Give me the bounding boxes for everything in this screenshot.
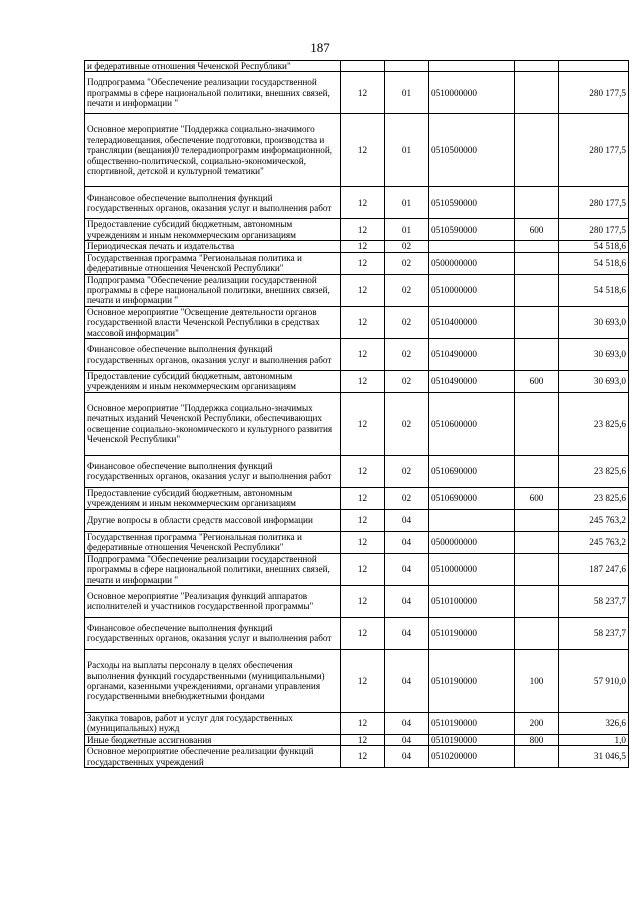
row-amount: 54 518,6 <box>559 274 629 306</box>
row-target-code: 0510490000 <box>429 339 515 371</box>
table-row <box>85 509 629 531</box>
row-subsection: 04 <box>385 509 429 531</box>
row-section: 12 <box>341 219 385 241</box>
row-section: 12 <box>341 339 385 371</box>
row-name: Периодическая печать и издательства <box>85 241 341 252</box>
table-row <box>85 241 629 252</box>
row-amount: 54 518,6 <box>559 252 629 274</box>
table-row <box>85 114 629 187</box>
table-row <box>85 339 629 371</box>
row-section: 12 <box>341 585 385 617</box>
row-name: Расходы на выплаты персоналу в целях обеспечения выполнения функций государственными (муниципальными) органами, казенными учреждениями, органами управления государственными внебюджетными фондами <box>85 649 341 712</box>
row-target-code: 0500000000 <box>429 531 515 553</box>
row-name: Предоставление субсидий бюджетным, автономным учреждениям и иным некоммерческим организациям <box>85 219 341 241</box>
row-expense-type: 600 <box>515 219 559 241</box>
row-section: 12 <box>341 746 385 768</box>
row-subsection: 02 <box>385 339 429 371</box>
row-name: Основное мероприятие "Освещение деятельности органов государственной власти Чеченской Республики в средствах массовой информации" <box>85 306 341 338</box>
row-expense-type <box>515 392 559 455</box>
row-amount: 58 237,7 <box>559 617 629 649</box>
row-subsection: 01 <box>385 114 429 187</box>
row-subsection: 04 <box>385 553 429 585</box>
table-row <box>85 617 629 649</box>
row-subsection: 02 <box>385 455 429 487</box>
row-amount: 23 825,6 <box>559 455 629 487</box>
row-section: 12 <box>341 252 385 274</box>
row-target-code: 0510590000 <box>429 219 515 241</box>
row-target-code: 0510500000 <box>429 114 515 187</box>
row-section: 12 <box>341 392 385 455</box>
row-target-code: 0510190000 <box>429 649 515 712</box>
table-row <box>85 72 629 114</box>
row-subsection: 01 <box>385 72 429 114</box>
row-target-code: 0510490000 <box>429 371 515 393</box>
row-subsection: 01 <box>385 219 429 241</box>
table-row <box>85 187 629 219</box>
row-amount: 57 910,0 <box>559 649 629 712</box>
row-name: Другие вопросы в области средств массовой информации <box>85 509 341 531</box>
row-target-code: 0510200000 <box>429 746 515 768</box>
row-name: Основное мероприятие обеспечение реализации функций государственных учреждений <box>85 746 341 768</box>
row-amount: 280 177,5 <box>559 219 629 241</box>
row-target-code: 0510190000 <box>429 712 515 734</box>
row-name: Предоставление субсидий бюджетным, автономным учреждениям и иным некоммерческим организациям <box>85 487 341 509</box>
row-amount: 187 247,6 <box>559 553 629 585</box>
row-expense-type <box>515 455 559 487</box>
row-subsection: 04 <box>385 734 429 745</box>
row-section: 12 <box>341 455 385 487</box>
table-row <box>85 219 629 241</box>
table-row <box>85 274 629 306</box>
row-amount: 245 763,2 <box>559 509 629 531</box>
row-subsection: 04 <box>385 712 429 734</box>
row-section: 12 <box>341 712 385 734</box>
row-section <box>341 61 385 72</box>
table-row <box>85 746 629 768</box>
row-expense-type <box>515 61 559 72</box>
row-expense-type <box>515 187 559 219</box>
row-expense-type <box>515 252 559 274</box>
row-subsection <box>385 61 429 72</box>
row-expense-type <box>515 114 559 187</box>
table-row <box>85 553 629 585</box>
table-row <box>85 712 629 734</box>
page-number: 187 <box>310 40 330 55</box>
row-target-code <box>429 241 515 252</box>
row-target-code: 0510000000 <box>429 72 515 114</box>
row-name: Финансовое обеспечение выполнения функций государственных органов, оказания услуг и выполнения работ <box>85 339 341 371</box>
row-section: 12 <box>341 553 385 585</box>
row-target-code: 0500000000 <box>429 252 515 274</box>
row-target-code: 0510000000 <box>429 553 515 585</box>
row-subsection: 01 <box>385 187 429 219</box>
row-amount <box>559 61 629 72</box>
row-amount: 58 237,7 <box>559 585 629 617</box>
row-expense-type <box>515 241 559 252</box>
row-section: 12 <box>341 72 385 114</box>
row-subsection: 04 <box>385 746 429 768</box>
row-target-code: 0510690000 <box>429 487 515 509</box>
table-row <box>85 252 629 274</box>
row-amount: 326,6 <box>559 712 629 734</box>
table-row <box>85 371 629 393</box>
row-name: Основное мероприятие "Реализация функций аппаратов исполнителей и участников государственной программы" <box>85 585 341 617</box>
row-amount: 280 177,5 <box>559 187 629 219</box>
row-target-code: 0510690000 <box>429 455 515 487</box>
row-target-code <box>429 509 515 531</box>
row-amount: 30 693,0 <box>559 371 629 393</box>
row-name: Финансовое обеспечение выполнения функций государственных органов, оказания услуг и выполнения работ <box>85 617 341 649</box>
row-amount: 1,0 <box>559 734 629 745</box>
row-amount: 54 518,6 <box>559 241 629 252</box>
row-expense-type <box>515 585 559 617</box>
row-subsection: 02 <box>385 241 429 252</box>
row-section: 12 <box>341 241 385 252</box>
row-expense-type <box>515 617 559 649</box>
row-target-code: 0510400000 <box>429 306 515 338</box>
row-expense-type: 100 <box>515 649 559 712</box>
row-name: Подпрограмма "Обеспечение реализации государственной программы в сфере национальной политики, внешних связей, печати и информации " <box>85 553 341 585</box>
row-expense-type <box>515 531 559 553</box>
row-subsection: 04 <box>385 585 429 617</box>
row-amount: 280 177,5 <box>559 114 629 187</box>
row-section: 12 <box>341 531 385 553</box>
row-subsection: 02 <box>385 274 429 306</box>
row-amount: 30 693,0 <box>559 306 629 338</box>
table-row <box>85 487 629 509</box>
row-expense-type <box>515 509 559 531</box>
row-target-code <box>429 61 515 72</box>
row-name: Государственная программа "Региональная политика и федеративные отношения Чеченской Республики" <box>85 531 341 553</box>
row-name: Иные бюджетные ассигнования <box>85 734 341 745</box>
row-expense-type: 600 <box>515 487 559 509</box>
row-target-code: 0510590000 <box>429 187 515 219</box>
row-target-code: 0510100000 <box>429 585 515 617</box>
table-row <box>85 585 629 617</box>
budget-table-body <box>85 61 629 768</box>
row-amount: 31 046,5 <box>559 746 629 768</box>
row-subsection: 02 <box>385 252 429 274</box>
row-subsection: 02 <box>385 371 429 393</box>
row-amount: 280 177,5 <box>559 72 629 114</box>
row-name: Финансовое обеспечение выполнения функций государственных органов, оказания услуг и выполнения работ <box>85 455 341 487</box>
row-expense-type: 600 <box>515 371 559 393</box>
row-subsection: 02 <box>385 306 429 338</box>
row-subsection: 04 <box>385 649 429 712</box>
row-section: 12 <box>341 114 385 187</box>
row-section: 12 <box>341 187 385 219</box>
row-subsection: 04 <box>385 617 429 649</box>
table-row <box>85 531 629 553</box>
row-name: Закупка товаров, работ и услуг для государственных (муниципальных) нужд <box>85 712 341 734</box>
row-target-code: 0510600000 <box>429 392 515 455</box>
row-section: 12 <box>341 274 385 306</box>
row-name: Предоставление субсидий бюджетным, автономным учреждениям и иным некоммерческим организациям <box>85 371 341 393</box>
row-amount: 23 825,6 <box>559 487 629 509</box>
row-expense-type <box>515 553 559 585</box>
row-amount: 245 763,2 <box>559 531 629 553</box>
row-subsection: 02 <box>385 487 429 509</box>
row-name: Подпрограмма "Обеспечение реализации государственной программы в сфере национальной политики, внешних связей, печати и информации " <box>85 274 341 306</box>
budget-table <box>84 60 629 768</box>
row-section: 12 <box>341 617 385 649</box>
table-row <box>85 455 629 487</box>
row-name: Подпрограмма "Обеспечение реализации государственной программы в сфере национальной политики, внешних связей, печати и информации " <box>85 72 341 114</box>
row-expense-type <box>515 746 559 768</box>
row-amount: 30 693,0 <box>559 339 629 371</box>
table-row <box>85 734 629 745</box>
table-row <box>85 306 629 338</box>
row-expense-type <box>515 306 559 338</box>
row-section: 12 <box>341 509 385 531</box>
row-section: 12 <box>341 734 385 745</box>
row-expense-type <box>515 72 559 114</box>
row-name: Основное мероприятие "Поддержка социально-значимого телерадиовещания, обеспечение подготовки, производства и трансляции (вещания)0 телерадиопрограмм информационной, общественно-политической, социально-экономической, спортивной, детской и культурной тематики" <box>85 114 341 187</box>
row-name: Государственная программа "Региональная политика и федеративные отношения Чеченской Республики" <box>85 252 341 274</box>
row-target-code: 0510190000 <box>429 617 515 649</box>
row-name: и федеративные отношения Чеченской Республики" <box>85 61 341 72</box>
table-row <box>85 392 629 455</box>
table-row <box>85 649 629 712</box>
row-section: 12 <box>341 487 385 509</box>
row-name: Финансовое обеспечение выполнения функций государственных органов, оказания услуг и выполнения работ <box>85 187 341 219</box>
row-subsection: 04 <box>385 531 429 553</box>
row-section: 12 <box>341 371 385 393</box>
row-target-code: 0510000000 <box>429 274 515 306</box>
table-row <box>85 61 629 72</box>
row-expense-type <box>515 274 559 306</box>
row-expense-type: 200 <box>515 712 559 734</box>
row-expense-type: 800 <box>515 734 559 745</box>
row-section: 12 <box>341 306 385 338</box>
row-subsection: 02 <box>385 392 429 455</box>
row-target-code: 0510190000 <box>429 734 515 745</box>
row-name: Основное мероприятие "Поддержка социально-значимых печатных изданий Чеченской Республики, обеспечивающих освещение социально-экономического и культурного развития Чеченской Республики" <box>85 392 341 455</box>
row-expense-type <box>515 339 559 371</box>
row-amount: 23 825,6 <box>559 392 629 455</box>
row-section: 12 <box>341 649 385 712</box>
